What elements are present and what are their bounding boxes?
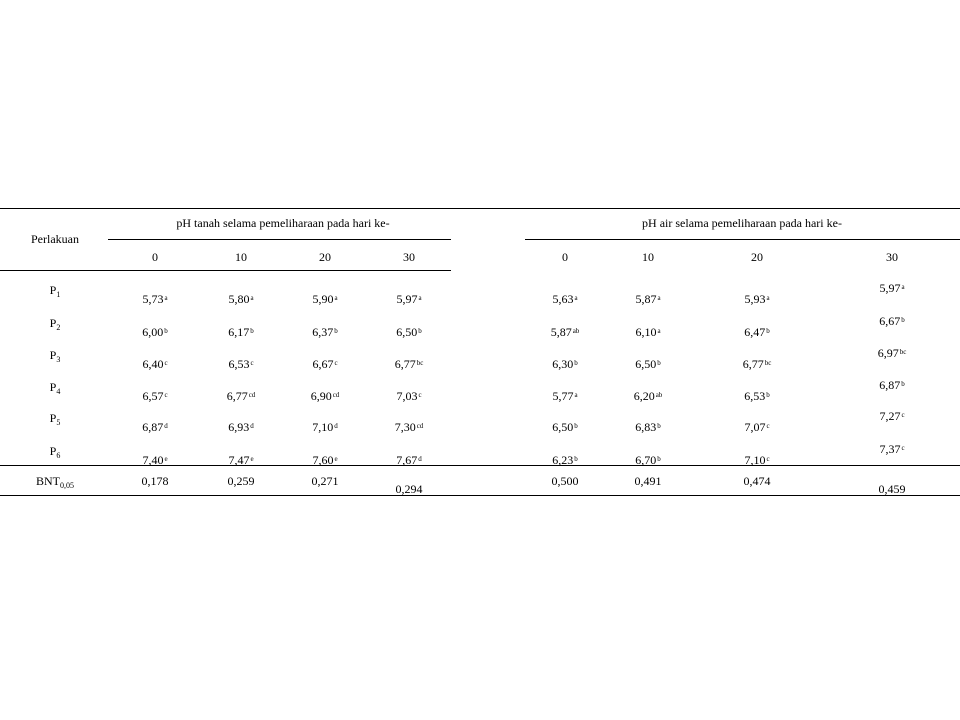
top-rule [0,208,960,209]
bnt-soil-20: 0,271 [311,474,339,488]
header-perlakuan: Perlakuan [31,232,79,246]
soil-cell-p3-col1: 6,53$^c$ [228,357,254,371]
bnt-water-30: 0,459 [878,482,906,496]
header-water-day-10: 10 [642,250,654,264]
water-cell-p6-col1: 6,70$^b$ [635,453,661,467]
water-cell-p3-col2: 6,77$^{bc}$ [742,357,772,371]
water-cell-p1-col3: 5,97$^a$ [879,281,905,295]
water-cell-p4-col2: 6,53$^b$ [744,389,770,403]
bnt-label: $BNT_{0,05}$ [36,474,74,490]
water-cell-p2-col2: 6,47$^b$ [744,325,770,339]
water-cell-p3-col0: 6,30$^b$ [552,357,578,371]
soil-cell-p2-col3: 6,50$^b$ [396,325,422,339]
soil-cell-p5-col0: 6,87$^d$ [142,420,168,434]
soil-cell-p4-col3: 7,03$^c$ [396,389,422,403]
header-soil-group: pH tanah selama pemeliharaan pada hari ke- [176,216,390,230]
water-cell-p5-col1: 6,83$^b$ [635,420,661,434]
water-cell-p1-col1: 5,87$^a$ [635,292,661,306]
header-soil-day-30: 30 [403,250,415,264]
water-cell-p2-col1: 6,10$^a$ [635,325,661,339]
row-label-p5: $P_5$ [49,411,61,427]
row-label-p3: $P_3$ [49,348,61,364]
soil-cell-p1-col1: 5,80$^a$ [228,292,254,306]
water-cell-p5-col3: 7,27$^c$ [879,409,905,423]
soil-cell-p5-col3: 7,30$^{cd}$ [394,420,424,434]
header-bottom-rule [0,270,451,271]
header-soil-day-10: 10 [235,250,247,264]
soil-cell-p6-col0: 7,40e [142,453,168,467]
water-cell-p4-col1: 6,20$^{ab}$ [633,389,663,403]
water-cell-p6-col0: 6,23$^b$ [552,453,578,467]
soil-cell-p6-col3: 7,67$^d$ [396,453,422,467]
bnt-soil-30: 0,294 [395,482,423,496]
soil-cell-p5-col2: 7,10$^d$ [312,420,338,434]
water-cell-p6-col3: 7,37$^c$ [879,442,905,456]
header-water-day-0: 0 [562,250,568,264]
water-cell-p5-col0: 6,50$^b$ [552,420,578,434]
soil-cell-p6-col1: 7,47e [228,453,254,467]
water-cell-p6-col2: 7,10$^c$ [744,453,770,467]
row-label-p1: $P_1$ [49,283,61,299]
soil-cell-p1-col3: 5,97$^a$ [396,292,422,306]
water-cell-p2-col3: 6,67$^b$ [879,314,905,328]
header-water-day-30: 30 [886,250,898,264]
water-cell-p4-col3: 6,87$^b$ [879,378,905,392]
bnt-water-10: 0,491 [634,474,662,488]
water-cell-p5-col2: 7,07$^c$ [744,420,770,434]
soil-cell-p4-col2: 6,90$^{cd}$ [310,389,340,403]
soil-cell-p3-col3: 6,77$^{bc}$ [394,357,424,371]
water-cell-p4-col0: 5,77$^a$ [552,389,578,403]
bnt-water-20: 0,474 [743,474,771,488]
soil-cell-p3-col0: 6,40$^c$ [142,357,168,371]
header-soil-day-20: 20 [319,250,331,264]
soil-group-underline [108,239,451,240]
water-cell-p1-col0: 5,63$^a$ [552,292,578,306]
row-label-p6: $P_6$ [49,444,61,460]
bnt-soil-0: 0,178 [141,474,169,488]
soil-cell-p2-col0: 6,00$^b$ [142,325,168,339]
soil-cell-p2-col1: 6,17$^b$ [228,325,254,339]
soil-cell-p5-col1: 6,93$^d$ [228,420,254,434]
water-cell-p2-col0: 5,87$^{ab}$ [550,325,580,339]
soil-cell-p2-col2: 6,37$^b$ [312,325,338,339]
bottom-rule [0,495,960,496]
row-label-p4: $P_4$ [49,380,61,396]
soil-cell-p1-col0: 5,73$^a$ [142,292,168,306]
soil-cell-p3-col2: 6,67$^c$ [312,357,338,371]
header-water-group: pH air selama pemeliharaan pada hari ke- [642,216,842,230]
soil-cell-p4-col1: 6,77$^{cd}$ [226,389,256,403]
bnt-water-0: 0,500 [551,474,579,488]
water-cell-p1-col2: 5,93$^a$ [744,292,770,306]
soil-cell-p6-col2: 7,60e [312,453,338,467]
water-cell-p3-col1: 6,50$^b$ [635,357,661,371]
bnt-soil-10: 0,259 [227,474,255,488]
soil-cell-p4-col0: 6,57$^c$ [142,389,168,403]
header-water-day-20: 20 [751,250,763,264]
water-group-underline [525,239,960,240]
water-cell-p3-col3: 6,97$^{bc}$ [877,346,907,360]
soil-cell-p1-col2: 5,90$^a$ [312,292,338,306]
header-soil-day-0: 0 [152,250,158,264]
row-label-p2: $P_2$ [49,316,61,332]
